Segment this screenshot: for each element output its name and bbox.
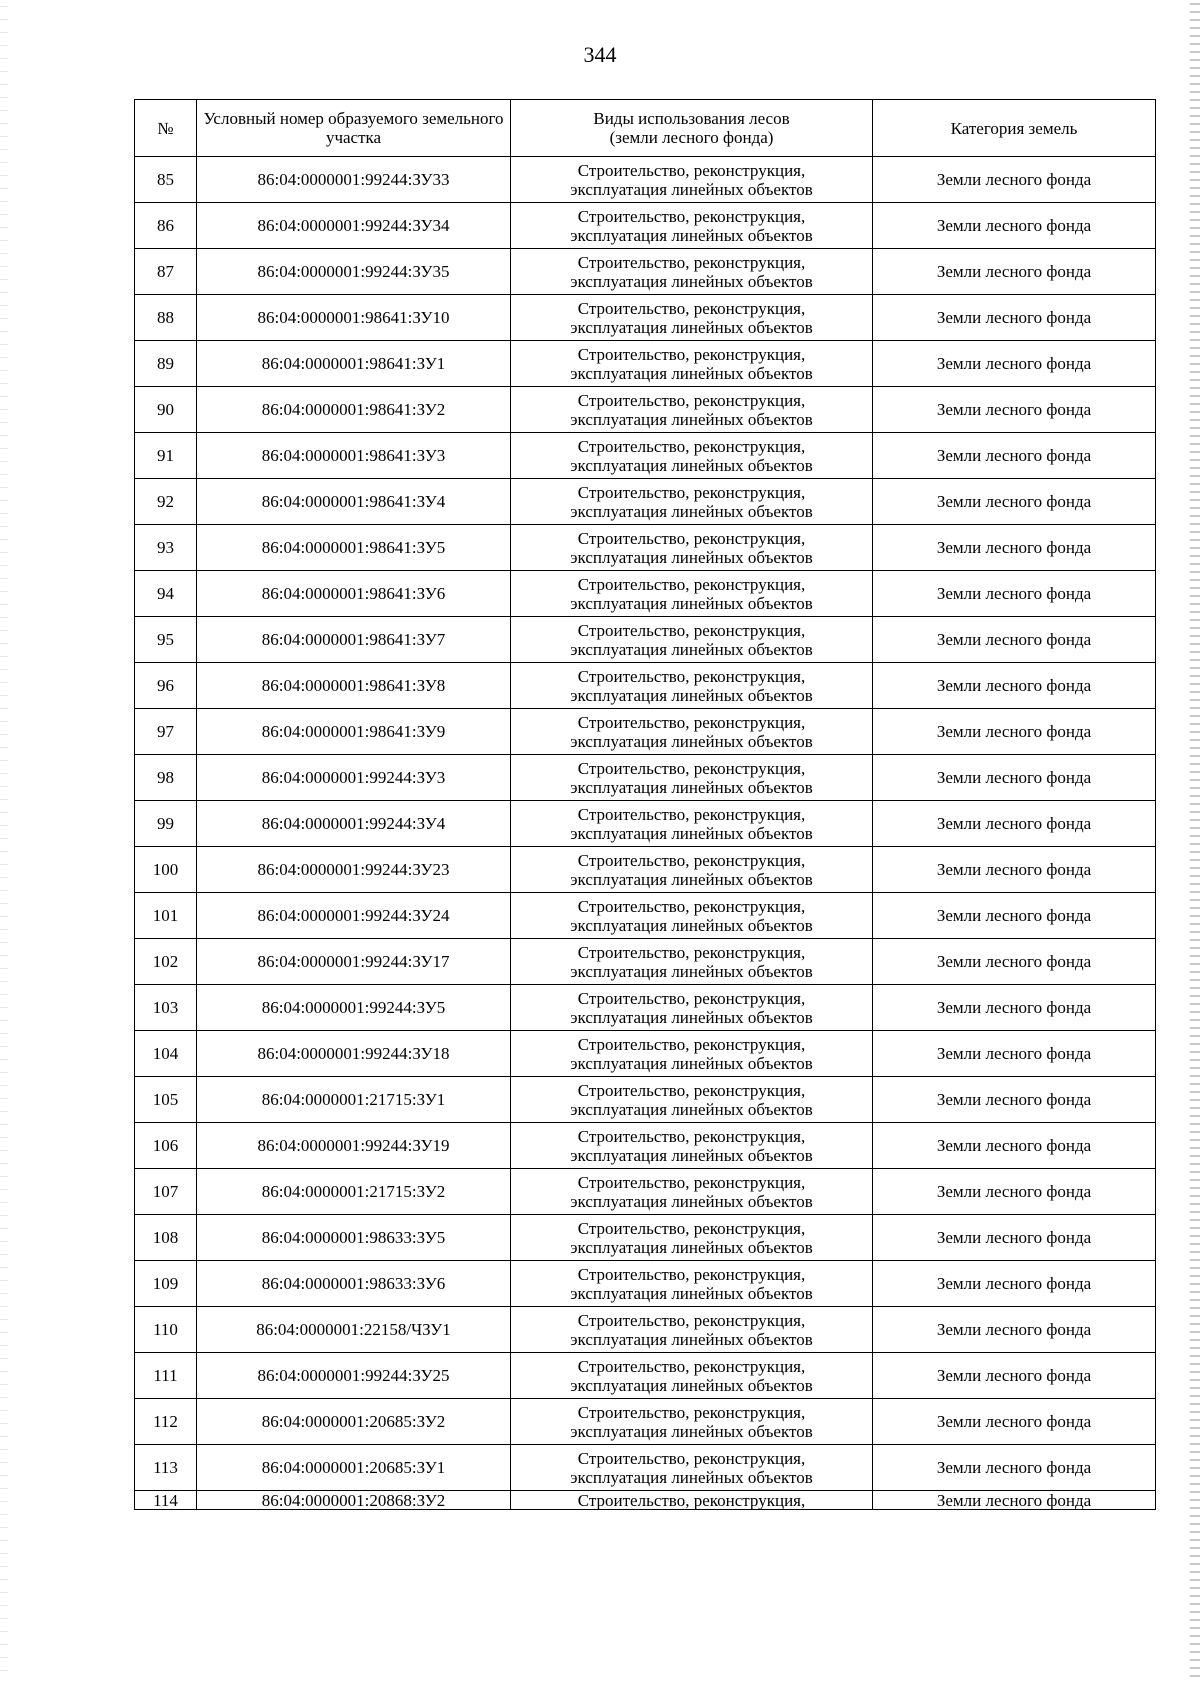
forest-use-cell [511,249,873,295]
table-row [135,847,1156,893]
row-number-cell: 88 [135,295,197,341]
forest-use-cell [511,203,873,249]
land-category-cell: Земли лесного фонда [873,663,1156,709]
row-number-cell: 106 [135,1123,197,1169]
parcel-number-cell: 86:04:0000001:98641:ЗУ10 [197,295,511,341]
forest-use-line2: эксплуатация линейных объектов [570,1375,813,1395]
land-category-cell: Земли лесного фонда [873,1169,1156,1215]
forest-use-line1: Строительство, реконструкция, [577,850,806,870]
row-number-cell: 100 [135,847,197,893]
forest-use-cell [511,893,873,939]
forest-use-line2: эксплуатация линейных объектов [570,1283,813,1303]
land-category-cell: Земли лесного фонда [873,1215,1156,1261]
forest-use-line1: Строительство, реконструкция, [577,988,806,1008]
scan-edge-right [1190,0,1200,1681]
land-category-cell: Земли лесного фонда [873,525,1156,571]
forest-use-cell [511,525,873,571]
table-header-row [135,100,1156,157]
header-land-category: Категория земель [873,100,1156,157]
land-category-cell: Земли лесного фонда [873,433,1156,479]
parcel-number-cell: 86:04:0000001:99244:ЗУ23 [197,847,511,893]
parcel-number-cell: 86:04:0000001:98641:ЗУ7 [197,617,511,663]
header-forest-use-line2: (земли лесного фонда) [609,128,774,147]
forest-use-line2: эксплуатация линейных объектов [570,731,813,751]
land-category-cell: Земли лесного фонда [873,571,1156,617]
forest-use-line1: Строительство, реконструкция, [577,942,806,962]
row-number-cell: 111 [135,1353,197,1399]
forest-use-line1: Строительство, реконструкция, [577,482,806,502]
land-category-cell: Земли лесного фонда [873,1445,1156,1491]
land-parcels-table [134,99,1156,1510]
forest-use-line2: эксплуатация линейных объектов [570,961,813,981]
forest-use-line1: Строительство, реконструкция, [577,1448,806,1468]
land-category-cell: Земли лесного фонда [873,1077,1156,1123]
table-row [135,433,1156,479]
header-number: № [135,100,197,157]
parcel-number-cell: 86:04:0000001:99244:ЗУ4 [197,801,511,847]
forest-use-line1: Строительство, реконструкция, [577,390,806,410]
parcel-number-cell: 86:04:0000001:99244:ЗУ25 [197,1353,511,1399]
row-number-cell: 86 [135,203,197,249]
forest-use-line1: Строительство, реконструкция, [577,574,806,594]
row-number-cell: 114 [135,1491,197,1510]
table-row [135,203,1156,249]
row-number-cell: 102 [135,939,197,985]
forest-use-line2: эксплуатация линейных объектов [570,1421,813,1441]
forest-use-cell [511,1123,873,1169]
parcel-number-cell: 86:04:0000001:99244:ЗУ19 [197,1123,511,1169]
forest-use-cell [511,1261,873,1307]
parcel-number-cell: 86:04:0000001:99244:ЗУ17 [197,939,511,985]
forest-use-line2: эксплуатация линейных объектов [570,225,813,245]
forest-use-line2: эксплуатация линейных объектов [570,1099,813,1119]
forest-use-line2: эксплуатация линейных объектов [570,271,813,291]
land-category-cell: Земли лесного фонда [873,387,1156,433]
table-row [135,1491,1156,1510]
forest-use-line2: эксплуатация линейных объектов [570,915,813,935]
table-row [135,1031,1156,1077]
forest-use-cell [511,939,873,985]
land-category-cell: Земли лесного фонда [873,479,1156,525]
table-row [135,1445,1156,1491]
page-number: 344 [583,42,617,67]
land-category-cell: Земли лесного фонда [873,203,1156,249]
forest-use-line2: эксплуатация линейных объектов [570,455,813,475]
forest-use-line1: Строительство, реконструкция, [577,1310,806,1330]
land-category-cell: Земли лесного фонда [873,1031,1156,1077]
parcel-number-cell: 86:04:0000001:21715:ЗУ2 [197,1169,511,1215]
table-row [135,157,1156,203]
forest-use-line1: Строительство, реконструкция, [577,206,806,226]
table-row [135,1353,1156,1399]
forest-use-line2: эксплуатация линейных объектов [570,1053,813,1073]
forest-use-line1: Строительство, реконструкция, [577,1490,806,1510]
forest-use-line2: эксплуатация линейных объектов [570,363,813,383]
land-category-cell: Земли лесного фонда [873,893,1156,939]
row-number-cell: 98 [135,755,197,801]
forest-use-line1: Строительство, реконструкция, [577,1172,806,1192]
forest-use-cell [511,1169,873,1215]
parcel-number-cell: 86:04:0000001:98641:ЗУ4 [197,479,511,525]
table-row [135,295,1156,341]
table-row [135,755,1156,801]
forest-use-cell [511,1031,873,1077]
land-category-cell: Земли лесного фонда [873,985,1156,1031]
forest-use-line1: Строительство, реконструкция, [577,298,806,318]
scan-edge-left [0,0,8,1681]
forest-use-cell [511,1399,873,1445]
forest-use-cell [511,387,873,433]
land-category-cell: Земли лесного фонда [873,157,1156,203]
row-number-cell: 85 [135,157,197,203]
land-category-cell: Земли лесного фонда [873,939,1156,985]
table-row [135,709,1156,755]
row-number-cell: 95 [135,617,197,663]
parcel-number-cell: 86:04:0000001:98633:ЗУ6 [197,1261,511,1307]
forest-use-line2: эксплуатация линейных объектов [570,1467,813,1487]
table-row [135,571,1156,617]
land-category-cell: Земли лесного фонда [873,801,1156,847]
land-category-cell: Земли лесного фонда [873,295,1156,341]
parcel-number-cell: 86:04:0000001:98641:ЗУ6 [197,571,511,617]
parcel-number-cell: 86:04:0000001:99244:ЗУ24 [197,893,511,939]
table-row [135,1077,1156,1123]
row-number-cell: 93 [135,525,197,571]
table-row [135,939,1156,985]
forest-use-cell [511,295,873,341]
row-number-cell: 105 [135,1077,197,1123]
row-number-cell: 110 [135,1307,197,1353]
row-number-cell: 96 [135,663,197,709]
forest-use-line2: эксплуатация линейных объектов [570,639,813,659]
forest-use-line2: эксплуатация линейных объектов [570,777,813,797]
forest-use-line1: Строительство, реконструкция, [577,1080,806,1100]
forest-use-line1: Строительство, реконструкция, [577,160,806,180]
row-number-cell: 87 [135,249,197,295]
forest-use-line1: Строительство, реконструкция, [577,758,806,778]
forest-use-line2: эксплуатация линейных объектов [570,409,813,429]
forest-use-cell [511,1307,873,1353]
table-row [135,985,1156,1031]
parcel-number-cell: 86:04:0000001:99244:ЗУ34 [197,203,511,249]
forest-use-line2: эксплуатация линейных объектов [570,593,813,613]
forest-use-line2: эксплуатация линейных объектов [570,685,813,705]
forest-use-line1: Строительство, реконструкция, [577,1264,806,1284]
parcel-number-cell: 86:04:0000001:21715:ЗУ1 [197,1077,511,1123]
parcel-number-cell: 86:04:0000001:99244:ЗУ18 [197,1031,511,1077]
land-category-cell: Земли лесного фонда [873,1491,1156,1510]
parcel-number-cell: 86:04:0000001:98641:ЗУ1 [197,341,511,387]
parcel-number-cell: 86:04:0000001:98641:ЗУ9 [197,709,511,755]
land-category-cell: Земли лесного фонда [873,249,1156,295]
table-row [135,663,1156,709]
forest-use-cell [511,1491,873,1510]
row-number-cell: 99 [135,801,197,847]
row-number-cell: 92 [135,479,197,525]
parcel-number-cell: 86:04:0000001:98641:ЗУ3 [197,433,511,479]
table-row [135,1123,1156,1169]
parcel-number-cell: 86:04:0000001:99244:ЗУ35 [197,249,511,295]
row-number-cell: 89 [135,341,197,387]
table-row [135,893,1156,939]
forest-use-cell [511,755,873,801]
forest-use-line1: Строительство, реконструкция, [577,896,806,916]
table-row [135,617,1156,663]
forest-use-cell [511,1077,873,1123]
row-number-cell: 104 [135,1031,197,1077]
table-row [135,1215,1156,1261]
forest-use-line2: эксплуатация линейных объектов [570,1145,813,1165]
forest-use-line2: эксплуатация линейных объектов [570,869,813,889]
forest-use-line2: эксплуатация линейных объектов [570,823,813,843]
forest-use-line1: Строительство, реконструкция, [577,1218,806,1238]
land-category-cell: Земли лесного фонда [873,709,1156,755]
forest-use-cell [511,571,873,617]
land-category-cell: Земли лесного фонда [873,617,1156,663]
forest-use-line1: Строительство, реконструкция, [577,1034,806,1054]
parcel-number-cell: 86:04:0000001:20685:ЗУ2 [197,1399,511,1445]
parcel-number-cell: 86:04:0000001:99244:ЗУ33 [197,157,511,203]
parcel-number-cell: 86:04:0000001:98641:ЗУ5 [197,525,511,571]
forest-use-line2: эксплуатация линейных объектов [570,501,813,521]
table-row [135,1261,1156,1307]
row-number-cell: 94 [135,571,197,617]
forest-use-line1: Строительство, реконструкция, [577,436,806,456]
table-row [135,479,1156,525]
land-category-cell: Земли лесного фонда [873,1399,1156,1445]
forest-use-cell [511,617,873,663]
forest-use-cell [511,985,873,1031]
parcel-number-cell: 86:04:0000001:98633:ЗУ5 [197,1215,511,1261]
forest-use-line1: Строительство, реконструкция, [577,620,806,640]
row-number-cell: 109 [135,1261,197,1307]
forest-use-line2: эксплуатация линейных объектов [570,179,813,199]
forest-use-cell [511,1445,873,1491]
table-row [135,801,1156,847]
forest-use-cell [511,479,873,525]
parcel-number-cell: 86:04:0000001:20868:ЗУ2 [197,1491,511,1510]
forest-use-line1: Строительство, реконструкция, [577,528,806,548]
forest-use-line2: эксплуатация линейных объектов [570,1237,813,1257]
header-parcel-number: Условный номер образуемого земельного участка [197,100,511,157]
land-category-cell: Земли лесного фонда [873,755,1156,801]
parcel-number-cell: 86:04:0000001:98641:ЗУ8 [197,663,511,709]
forest-use-cell [511,1215,873,1261]
land-category-cell: Земли лесного фонда [873,341,1156,387]
forest-use-line1: Строительство, реконструкция, [577,712,806,732]
row-number-cell: 113 [135,1445,197,1491]
table-row [135,525,1156,571]
header-forest-use [511,100,873,157]
row-number-cell: 112 [135,1399,197,1445]
parcel-number-cell: 86:04:0000001:99244:ЗУ5 [197,985,511,1031]
forest-use-line1: Строительство, реконструкция, [577,666,806,686]
forest-use-line1: Строительство, реконструкция, [577,1356,806,1376]
parcel-number-cell: 86:04:0000001:99244:ЗУ3 [197,755,511,801]
forest-use-line1: Строительство, реконструкция, [577,1402,806,1422]
forest-use-cell [511,341,873,387]
forest-use-line2: эксплуатация линейных объектов [570,547,813,567]
forest-use-line2: эксплуатация линейных объектов [570,317,813,337]
table-row [135,1399,1156,1445]
row-number-cell: 107 [135,1169,197,1215]
table-row [135,249,1156,295]
forest-use-line2: эксплуатация линейных объектов [570,1007,813,1027]
forest-use-line2: эксплуатация линейных объектов [570,1191,813,1211]
land-category-cell: Земли лесного фонда [873,1307,1156,1353]
table-row [135,387,1156,433]
row-number-cell: 90 [135,387,197,433]
forest-use-line1: Строительство, реконструкция, [577,344,806,364]
land-category-cell: Земли лесного фонда [873,1123,1156,1169]
forest-use-line1: Строительство, реконструкция, [577,804,806,824]
header-forest-use-line1: Виды использования лесов [593,109,790,128]
row-number-cell: 91 [135,433,197,479]
parcel-number-cell: 86:04:0000001:22158/ЧЗУ1 [197,1307,511,1353]
forest-use-cell [511,1353,873,1399]
forest-use-line1: Строительство, реконструкция, [577,1126,806,1146]
forest-use-cell [511,157,873,203]
row-number-cell: 108 [135,1215,197,1261]
forest-use-cell [511,847,873,893]
forest-use-cell [511,433,873,479]
parcel-number-cell: 86:04:0000001:20685:ЗУ1 [197,1445,511,1491]
table-row [135,1307,1156,1353]
parcel-number-cell: 86:04:0000001:98641:ЗУ2 [197,387,511,433]
land-category-cell: Земли лесного фонда [873,847,1156,893]
row-number-cell: 103 [135,985,197,1031]
row-number-cell: 101 [135,893,197,939]
table-row [135,341,1156,387]
land-category-cell: Земли лесного фонда [873,1261,1156,1307]
table-row [135,1169,1156,1215]
forest-use-line1: Строительство, реконструкция, [577,252,806,272]
table-body [135,157,1156,1510]
forest-use-cell [511,709,873,755]
land-category-cell: Земли лесного фонда [873,1353,1156,1399]
forest-use-line2: эксплуатация линейных объектов [570,1329,813,1349]
row-number-cell: 97 [135,709,197,755]
forest-use-cell [511,801,873,847]
forest-use-cell [511,663,873,709]
